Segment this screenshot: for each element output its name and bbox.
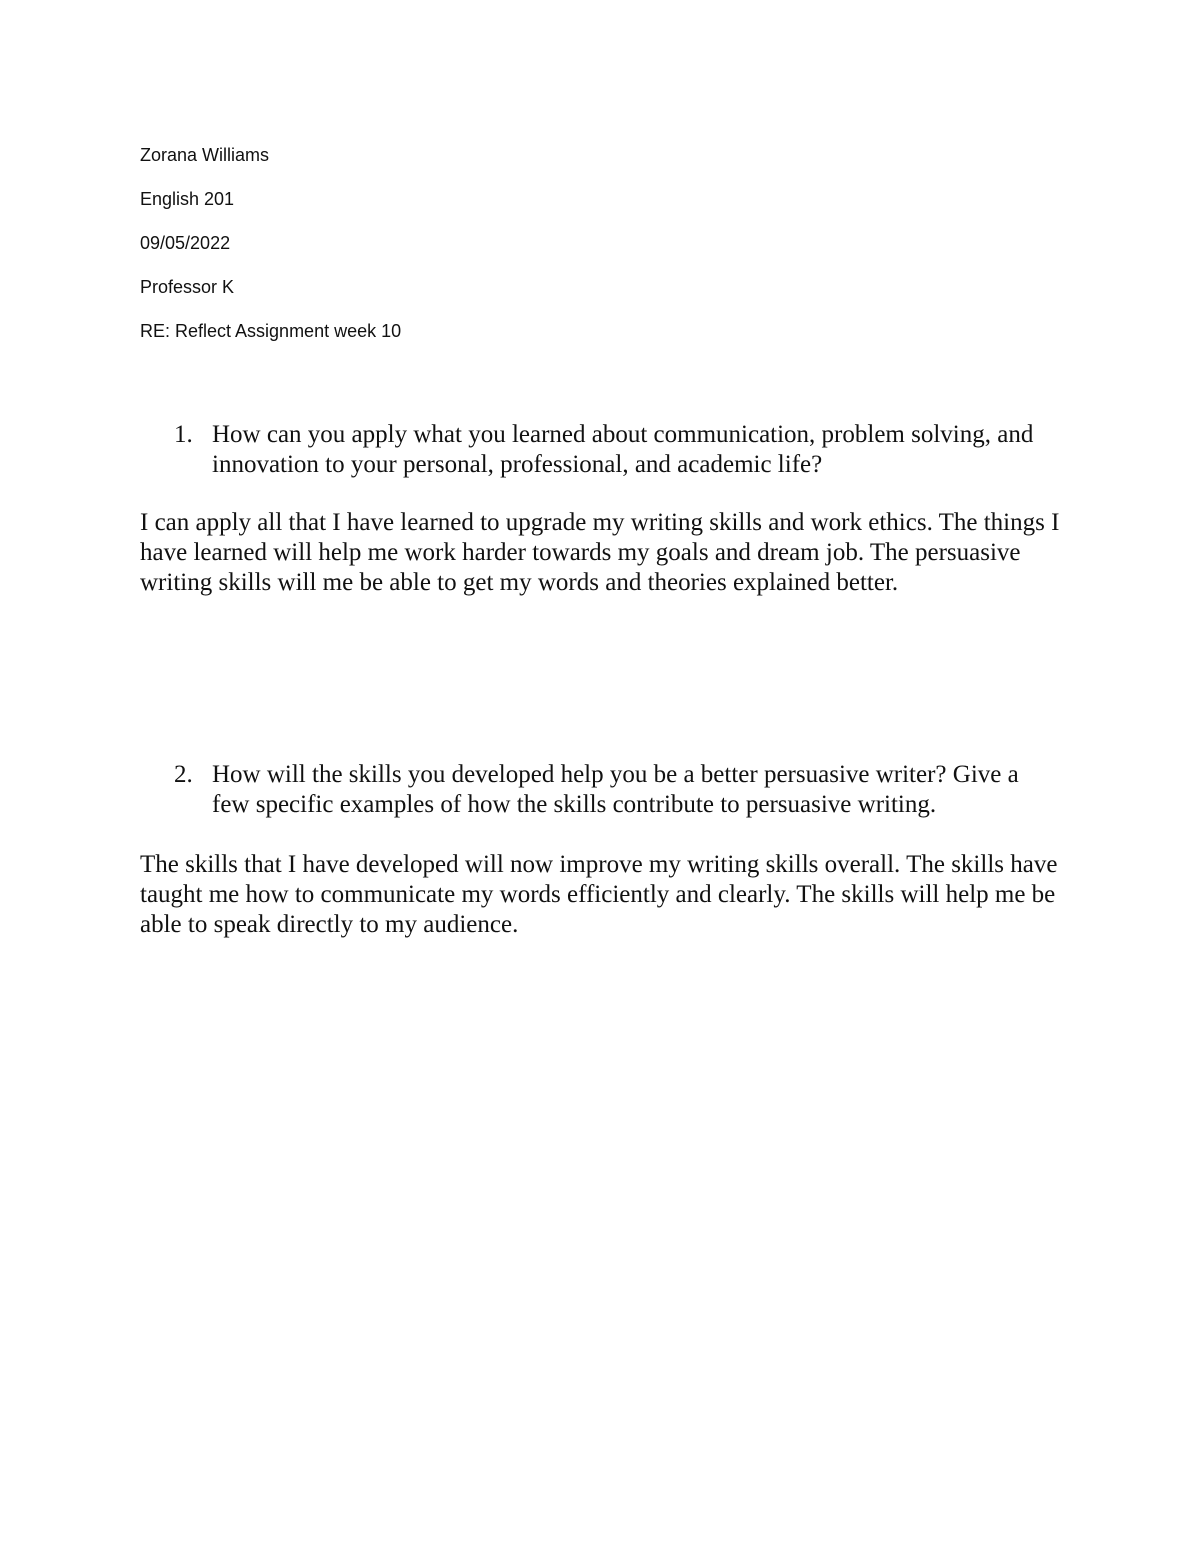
question-text: How will the skills you developed help you be a better persuasive writer? Give a few specific examples of how the skills contribute to persuasive writing. bbox=[212, 761, 1019, 818]
answer-1: I can apply all that I have learned to upgrade my writing skills and work ethics. The things I have learned will help me work harder towards my goals and dream job. The persuasive writing skills will me be able to get my words and theories explained better. bbox=[140, 509, 1060, 596]
course-name: English 201 bbox=[140, 189, 235, 209]
professor-name: Professor K bbox=[140, 277, 235, 297]
answer-2: The skills that I have developed will now improve my writing skills overall. The skills have taught me how to communicate my words efficiently and clearly. The skills will help me be able to speak directly to my audience. bbox=[140, 851, 1058, 938]
question-text: How can you apply what you learned about communication, problem solving, and innovation to your personal, professional, and academic life? bbox=[212, 421, 1034, 478]
student-name: Zorana Williams bbox=[140, 145, 270, 165]
question-number: 1. bbox=[174, 421, 193, 448]
question-1 bbox=[140, 420, 1060, 480]
date: 09/05/2022 bbox=[140, 233, 231, 253]
question-2 bbox=[140, 760, 1060, 820]
question-number: 2. bbox=[174, 761, 193, 788]
subject-line: RE: Reflect Assignment week 10 bbox=[140, 321, 402, 341]
document-header bbox=[140, 142, 740, 362]
